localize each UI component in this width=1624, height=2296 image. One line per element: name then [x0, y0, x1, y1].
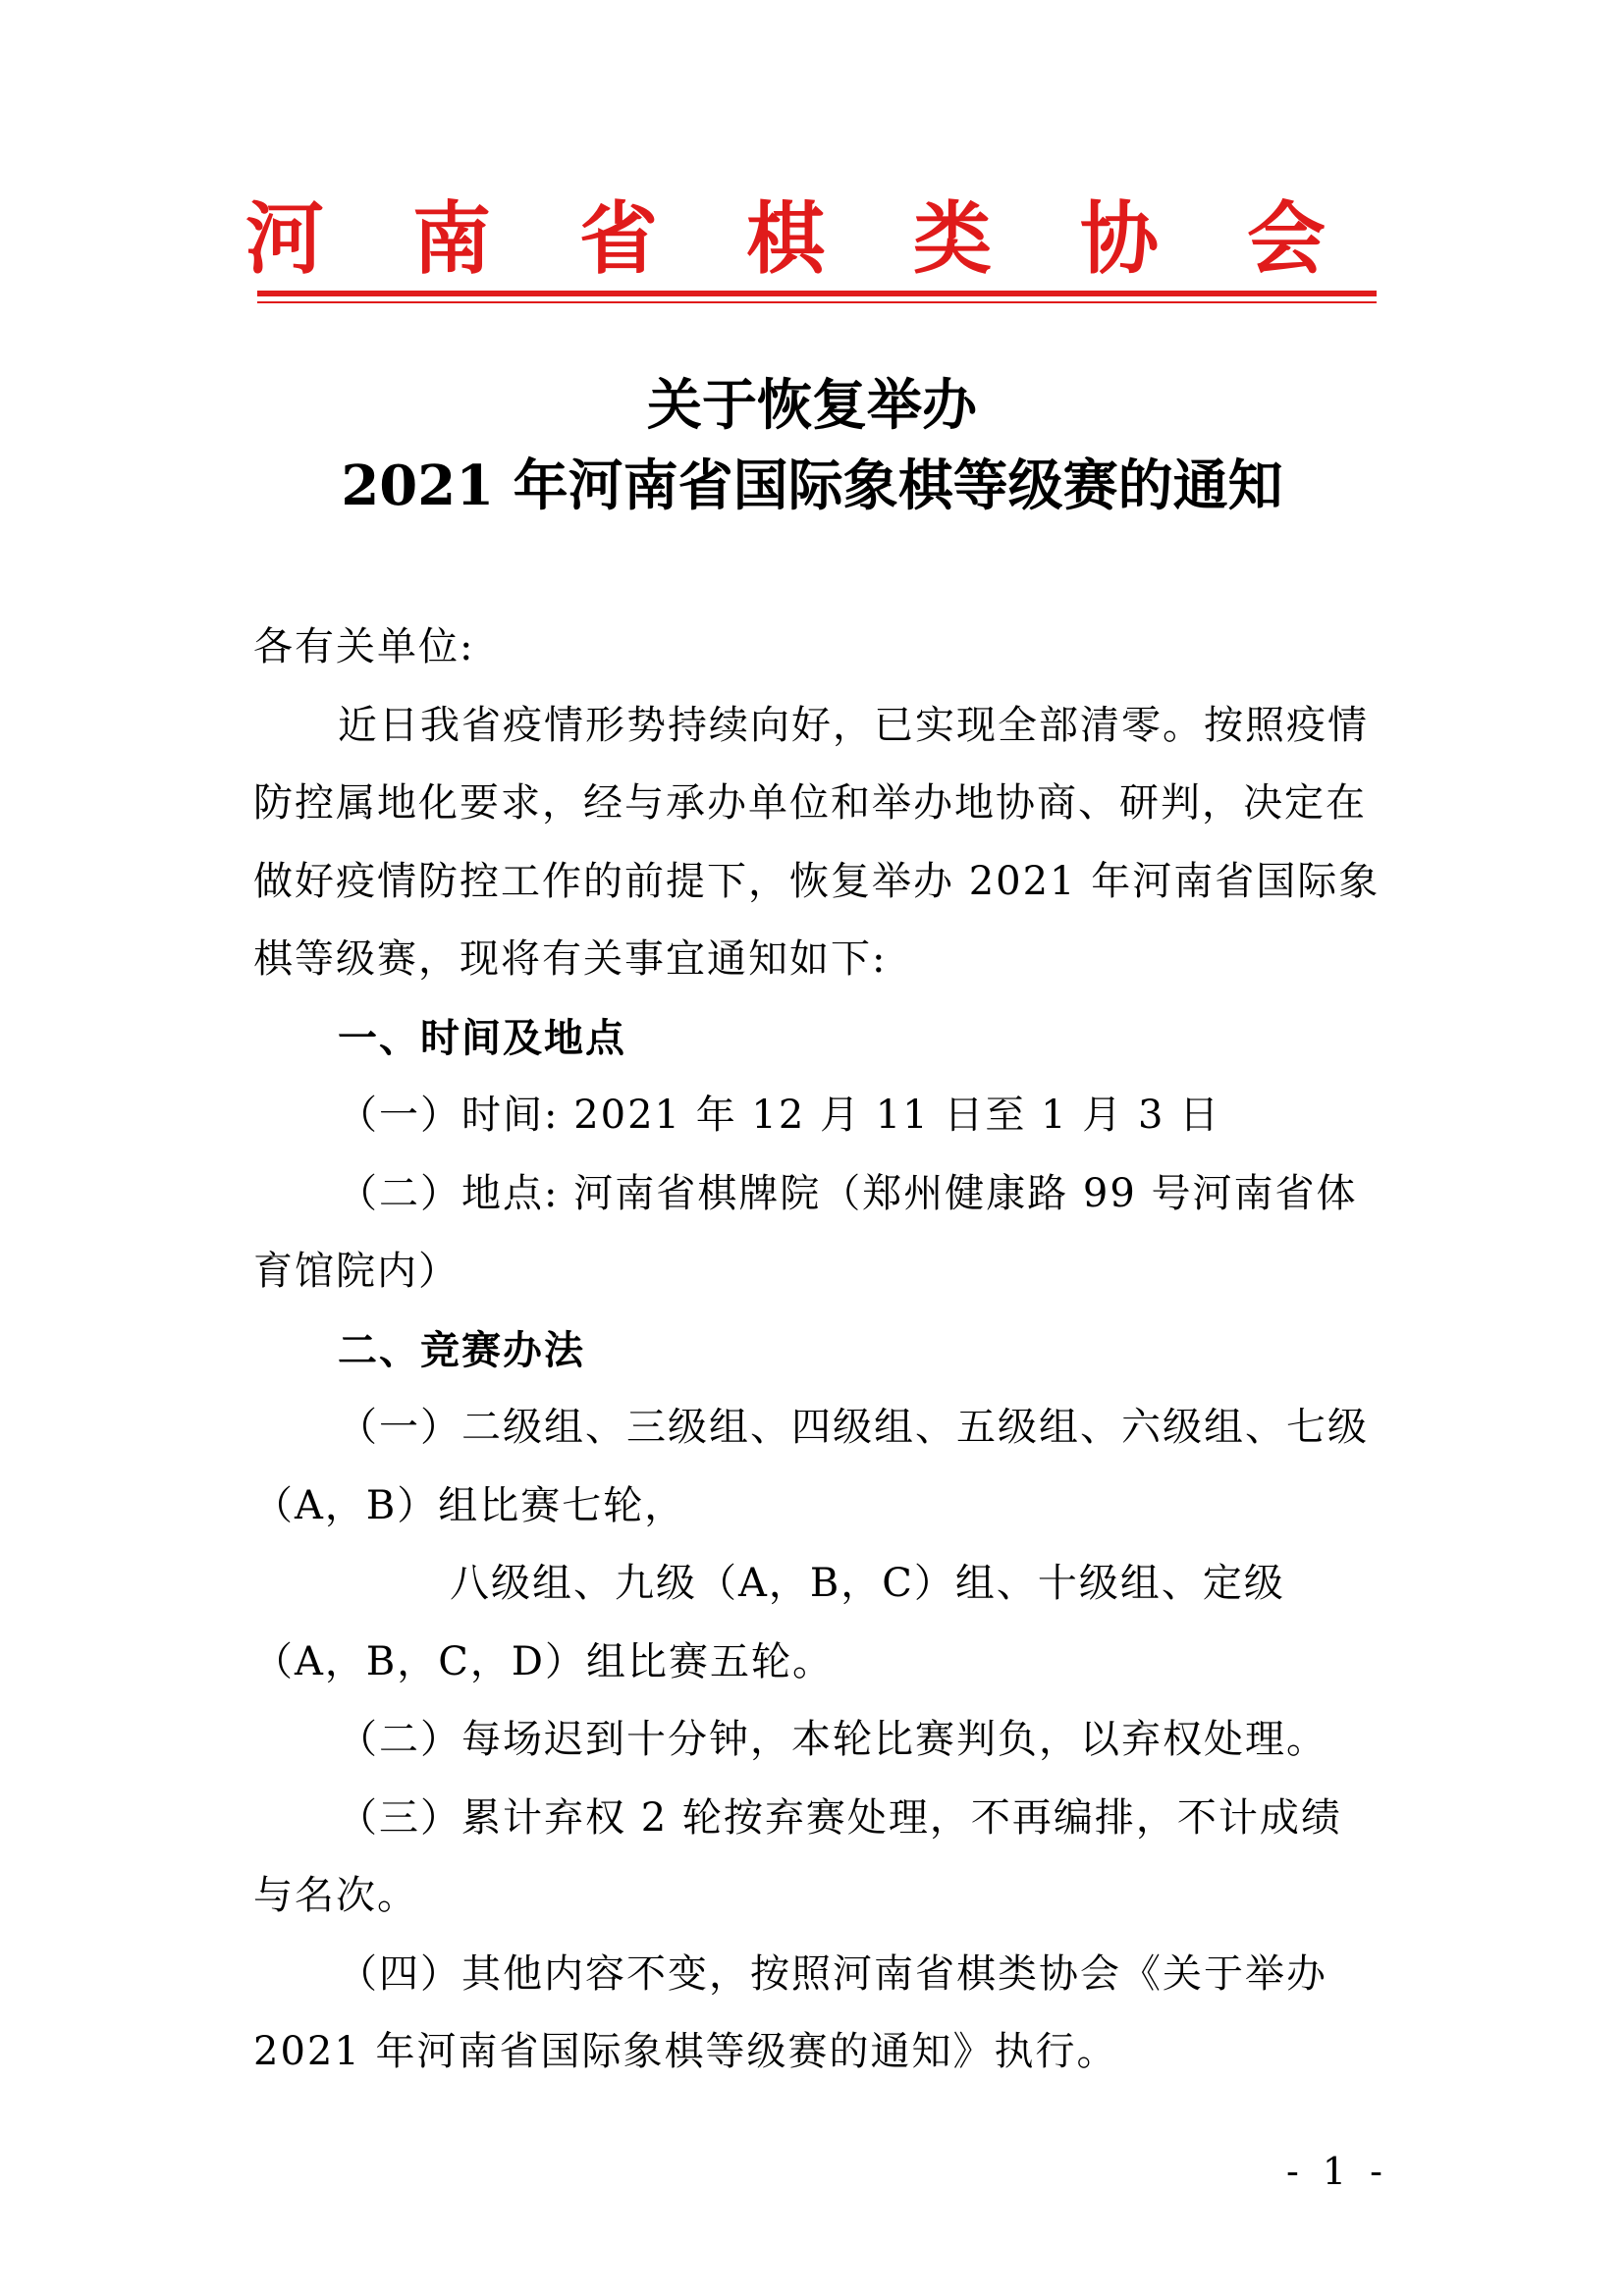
- title-line-1: 关于恢复举办: [647, 373, 977, 438]
- letterhead-rule-thin: [257, 301, 1377, 303]
- rule-item-1b: 八级组、九级（A，B，C）组、十级组、定级（A，B，C，D）组比赛五轮。: [253, 1561, 1285, 1684]
- letterhead-rule-thick: [257, 291, 1377, 296]
- rule-item-2: （二）每场迟到十分钟，本轮比赛判负，以弃权处理。: [338, 1717, 1327, 1762]
- letterhead-char: 会: [1247, 192, 1326, 285]
- salutation: 各有关单位:: [253, 624, 475, 669]
- title-line-2: 2021 年河南省国际象棋等级赛的通知: [341, 454, 1283, 518]
- letterhead-char: 协: [1080, 192, 1159, 285]
- letterhead-title: [245, 185, 1326, 293]
- intro-paragraph: 近日我省疫情形势持续向好，已实现全部清零。按照疫情防控属地化要求，经与承办单位和举办地协商、研判，决定在做好疫情防控工作的前提下，恢复举办 2021 年河南省国际象棋等级赛，现将有关事宜通知如下:: [253, 702, 1380, 982]
- item-time: （一）时间: 2021 年 12 月 11 日至 1 月 3 日: [338, 1093, 1221, 1138]
- letterhead-char: 南: [412, 192, 491, 285]
- letterhead-char: 类: [913, 192, 992, 285]
- item-location: （二）地点: 河南省棋牌院（郑州健康路 99 号河南省体育馆院内）: [253, 1170, 1358, 1294]
- letterhead-char: 河: [245, 192, 324, 285]
- section-heading-rules: 二、竞赛办法: [338, 1326, 585, 1373]
- letterhead-char: 棋: [746, 192, 825, 285]
- rule-item-1a: （一）二级组、三级组、四级组、五级组、六级组、七级（A，B）组比赛七轮，: [253, 1405, 1369, 1528]
- document-title: [196, 365, 1428, 526]
- rule-item-4: （四）其他内容不变，按照河南省棋类协会《关于举办 2021 年河南省国际象棋等级赛的通知》执行。: [253, 1950, 1327, 2074]
- letterhead-char: 省: [579, 192, 658, 285]
- page-number: - 1 -: [1285, 2150, 1388, 2193]
- rule-item-3: （三）累计弃权 2 轮按弃赛处理，不再编排，不计成绩与名次。: [253, 1794, 1342, 1918]
- section-heading-time-place: 一、时间及地点: [338, 1014, 626, 1061]
- document-body: [253, 609, 1382, 2092]
